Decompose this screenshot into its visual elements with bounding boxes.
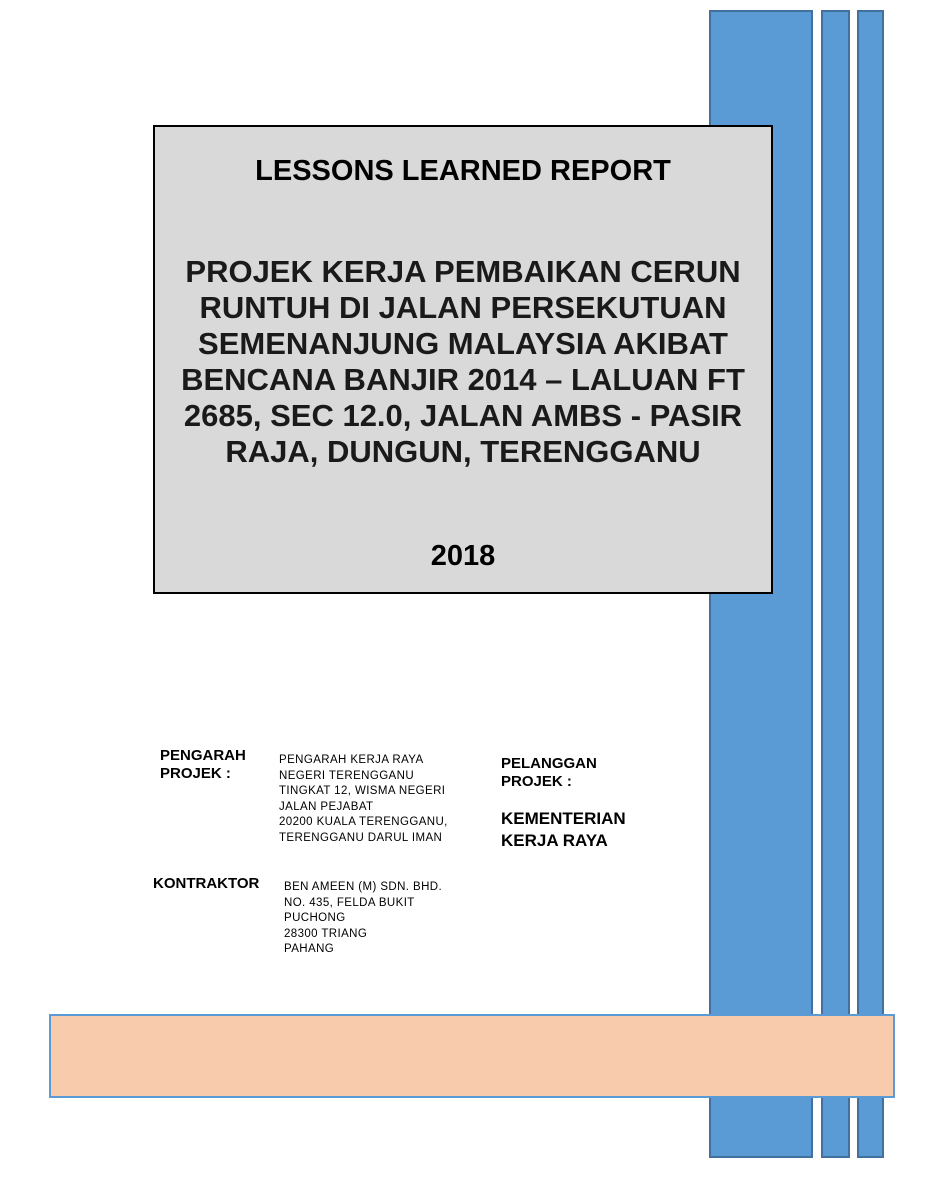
decorative-stripe-narrow: [857, 10, 884, 1158]
contractor-label: KONTRAKTOR: [153, 875, 260, 892]
report-heading: LESSONS LEARNED REPORT: [255, 155, 671, 187]
project-title: PROJEK KERJA PEMBAIKAN CERUN RUNTUH DI JALAN PERSEKUTUAN SEMENANJUNG MALAYSIA AKIBAT BENCANA BANJIR 2014 – LALUAN FT 2685, SEC 12.0, JALAN AMBS - PASIR RAJA, DUNGUN, TERENGGANU: [181, 254, 745, 469]
client-label: PELANGGAN PROJEK :: [501, 755, 597, 790]
contractor-address: BEN AMEEN (M) SDN. BHD. NO. 435, FELDA BUKIT PUCHONG 28300 TRIANG PAHANG: [284, 881, 443, 955]
client-name: KEMENTERIAN KERJA RAYA: [501, 809, 626, 850]
director-label: PENGARAH PROJEK :: [160, 747, 246, 782]
decorative-stripe-narrow: [821, 10, 850, 1158]
report-year: 2018: [430, 540, 496, 572]
title-box: [153, 125, 773, 594]
decorative-footer-band: [49, 1014, 895, 1098]
director-address: PENGARAH KERJA RAYA NEGERI TERENGGANU TINGKAT 12, WISMA NEGERI JALAN PEJABAT 20200 KUALA TERENGGANU, TERENGGANU DARUL IMAN: [279, 754, 448, 844]
